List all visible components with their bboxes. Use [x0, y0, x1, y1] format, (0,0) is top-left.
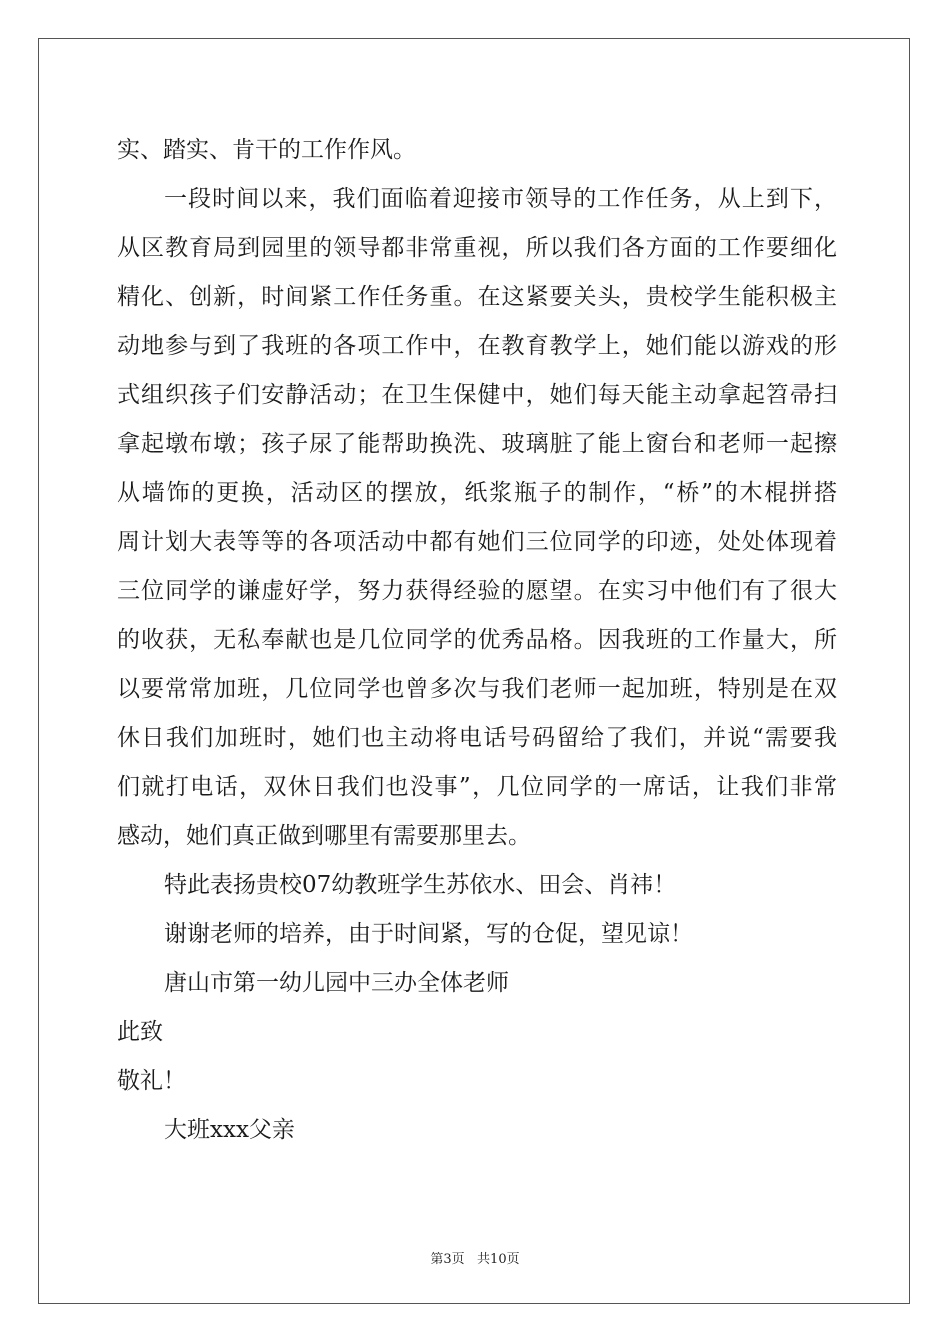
document-body [117, 126, 837, 1155]
text-line: 动地参与到了我班的各项工作中，在教育教学上，她们能以游戏的形 [117, 333, 837, 359]
text-line: 一段时间以来，我们面临着迎接市领导的工作任务，从上到下， [164, 186, 837, 212]
text-line: 以要常常加班，几位同学也曾多次与我们老师一起加班，特别是在双 [117, 676, 837, 702]
text-line: 休日我们加班时，她们也主动将电话号码留给了我们，并说“需要我 [117, 725, 837, 751]
text-line: 们就打电话，双休日我们也没事”，几位同学的一席话，让我们非常 [117, 774, 837, 800]
text-line: 特此表扬贵校07幼教班学生苏依水、田会、肖祎！ [164, 872, 677, 898]
signature-line: 大班xxx父亲 [164, 1117, 295, 1143]
text-line: 拿起墩布墩；孩子尿了能帮助换洗、玻璃脏了能上窗台和老师一起擦 [117, 431, 837, 457]
text-line: 周计划大表等等的各项活动中都有她们三位同学的印迹，处处体现着 [117, 529, 837, 555]
text-line: 精化、创新，时间紧工作任务重。在这紧要关头，贵校学生能积极主 [117, 284, 837, 310]
text-line: 谢谢老师的培养，由于时间紧，写的仓促，望见谅！ [164, 921, 693, 947]
signature-line: 唐山市第一幼儿园中三办全体老师 [164, 970, 509, 996]
text-line: 三位同学的谦虚好学，努力获得经验的愿望。在实习中他们有了很大 [117, 578, 837, 604]
text-line: 式组织孩子们安静活动；在卫生保健中，她们每天能主动拿起笤帚扫 [117, 382, 837, 408]
text-line: 从区教育局到园里的领导都非常重视，所以我们各方面的工作要细化 [117, 235, 837, 261]
text-line: 感动，她们真正做到哪里有需要那里去。 [117, 823, 531, 849]
text-line: 从墙饰的更换，活动区的摆放，纸浆瓶子的制作，“桥”的木棍拼搭 [117, 480, 837, 506]
text-line: 的收获，无私奉献也是几位同学的优秀品格。因我班的工作量大，所 [117, 627, 837, 653]
closing-line: 敬礼！ [117, 1068, 186, 1094]
page-number-footer: 第3页 共10页 [430, 1252, 520, 1267]
closing-line: 此致 [117, 1019, 163, 1045]
text-line: 实、踏实、肯干的工作作风。 [117, 137, 416, 163]
